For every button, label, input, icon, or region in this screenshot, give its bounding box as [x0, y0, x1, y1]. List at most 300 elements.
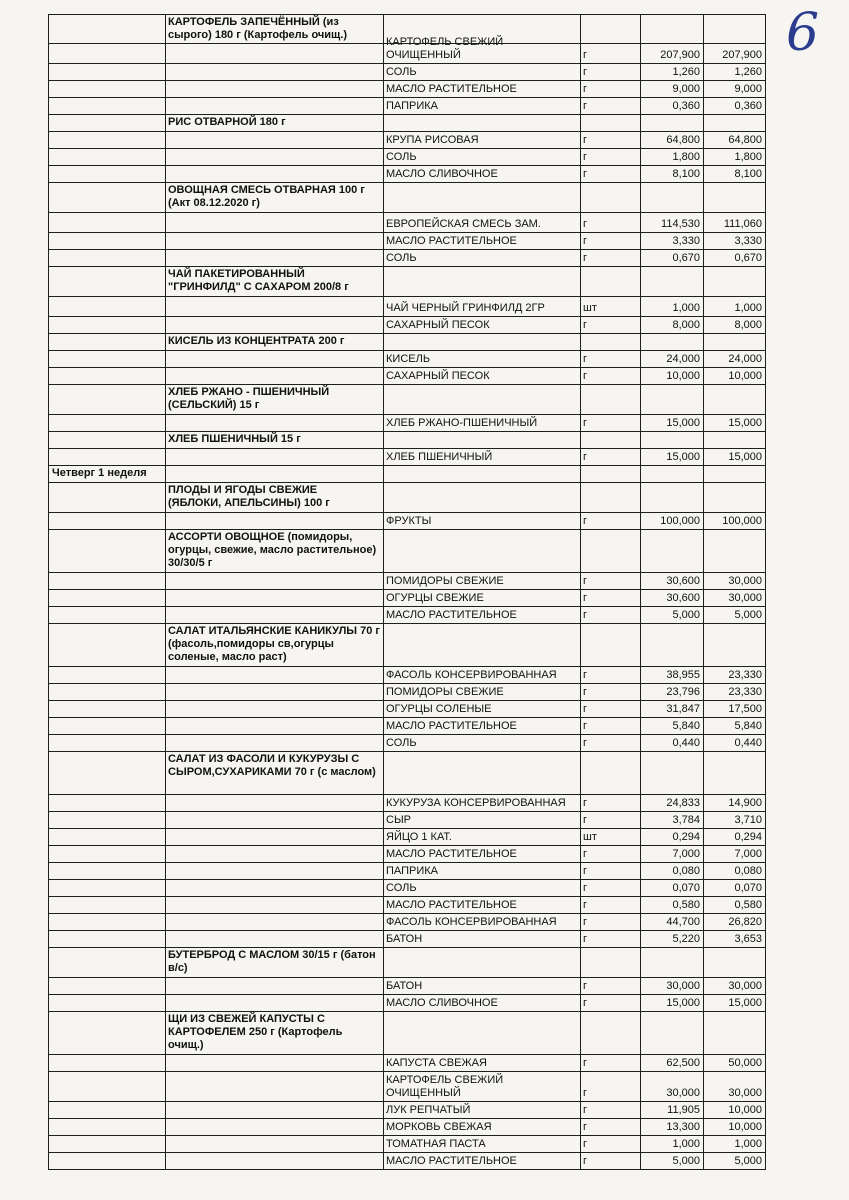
dish-cell: [165, 466, 384, 483]
ingredient-cell: [383, 385, 581, 415]
gross-cell: [640, 14, 704, 44]
unit-value-text: г: [583, 134, 588, 146]
gross-weight-text: 3,784: [672, 814, 700, 826]
unit-value-text: г: [583, 83, 588, 95]
net-weight-text: 5,000: [734, 609, 762, 621]
gross-cell: [640, 530, 704, 573]
ingredient-name-text: ТОМАТНАЯ ПАСТА: [386, 1138, 486, 1150]
gross-weight: [640, 897, 704, 914]
net-weight: [703, 166, 766, 183]
gross-weight: [640, 931, 704, 948]
net-weight-text: 1,000: [734, 302, 762, 314]
ingredient-name-text: СОЛЬ: [386, 882, 417, 894]
net-weight: [703, 863, 766, 880]
unit-value-text: г: [583, 151, 588, 163]
ingredient-name: [383, 513, 581, 530]
gross-weight-text: 13,300: [666, 1121, 700, 1133]
ingredient-name: [383, 995, 581, 1012]
day-cell: [48, 1072, 166, 1102]
dish-cell: [165, 667, 384, 684]
net-weight: [703, 1136, 766, 1153]
dish-cell: [165, 44, 384, 64]
net-cell: [703, 334, 766, 351]
net-weight: [703, 44, 766, 64]
day-cell: [48, 701, 166, 718]
unit-value: [580, 667, 641, 684]
gross-weight: [640, 978, 704, 995]
ingredient-name-text: КАРТОФЕЛЬ СВЕЖИЙ ОЧИЩЕННЫЙ: [386, 36, 504, 61]
ingredient-name: [383, 1055, 581, 1072]
unit-cell: [580, 115, 641, 132]
net-weight: [703, 449, 766, 466]
gross-weight: [640, 513, 704, 530]
day-cell: [48, 795, 166, 812]
unit-value: [580, 914, 641, 931]
dish-name-text: КИСЕЛЬ ИЗ КОНЦЕНТРАТА 200 г: [168, 335, 345, 347]
gross-weight-text: 0,670: [672, 252, 700, 264]
net-cell: [703, 466, 766, 483]
day-cell: [48, 483, 166, 513]
net-weight-text: 1,260: [734, 66, 762, 78]
unit-value-text: г: [583, 933, 588, 945]
net-weight-text: 15,000: [728, 417, 762, 429]
ingredient-name: [383, 863, 581, 880]
unit-cell: [580, 334, 641, 351]
gross-weight-text: 23,796: [666, 686, 700, 698]
net-weight-text: 0,070: [734, 882, 762, 894]
net-weight-text: 10,000: [728, 1104, 762, 1116]
net-weight: [703, 1119, 766, 1136]
gross-weight-text: 64,800: [666, 134, 700, 146]
net-weight-text: 23,330: [728, 669, 762, 681]
day-cell: [48, 530, 166, 573]
unit-value: [580, 1119, 641, 1136]
net-cell: [703, 530, 766, 573]
gross-weight: [640, 1055, 704, 1072]
gross-weight: [640, 317, 704, 334]
gross-weight: [640, 1072, 704, 1102]
ingredient-name-text: ФАСОЛЬ КОНСЕРВИРОВАННАЯ: [386, 669, 557, 681]
unit-value-text: г: [583, 997, 588, 1009]
day-cell: [48, 368, 166, 385]
ingredient-name: [383, 978, 581, 995]
net-cell: [703, 385, 766, 415]
ingredient-cell: [383, 183, 581, 213]
net-weight-text: 15,000: [728, 997, 762, 1009]
gross-weight-text: 8,100: [672, 168, 700, 180]
gross-weight: [640, 166, 704, 183]
gross-weight-text: 38,955: [666, 669, 700, 681]
unit-value-text: г: [583, 797, 588, 809]
gross-weight: [640, 812, 704, 829]
net-weight: [703, 812, 766, 829]
gross-weight-text: 11,905: [667, 1104, 700, 1116]
day-cell: [48, 513, 166, 530]
unit-value: [580, 513, 641, 530]
net-weight: [703, 914, 766, 931]
ingredient-name: [383, 880, 581, 897]
unit-value: [580, 978, 641, 995]
ingredient-name-text: МАСЛО РАСТИТЕЛЬНОЕ: [386, 609, 517, 621]
net-weight: [703, 513, 766, 530]
ingredient-cell: [383, 466, 581, 483]
ingredient-name-text: ПАПРИКА: [386, 865, 439, 877]
dish-name-text: САЛАТ ИЗ ФАСОЛИ И КУКУРУЗЫ С СЫРОМ,СУХАРИКАМИ 70 г (с маслом): [168, 753, 376, 778]
unit-value: [580, 607, 641, 624]
ingredient-name-text: САХАРНЫЙ ПЕСОК: [386, 370, 490, 382]
net-weight: [703, 995, 766, 1012]
dish-cell: [165, 590, 384, 607]
unit-value: [580, 995, 641, 1012]
day-cell: [48, 449, 166, 466]
day-cell: [48, 1136, 166, 1153]
gross-weight-text: 5,220: [672, 933, 700, 945]
gross-weight: [640, 684, 704, 701]
ingredient-name: [383, 812, 581, 829]
gross-weight: [640, 1119, 704, 1136]
ingredient-cell: [383, 334, 581, 351]
unit-value: [580, 250, 641, 267]
gross-weight-text: 8,000: [672, 319, 700, 331]
day-cell: [48, 250, 166, 267]
net-weight-text: 3,710: [734, 814, 762, 826]
gross-weight: [640, 880, 704, 897]
dish-cell: [165, 297, 384, 317]
gross-weight-text: 5,840: [672, 720, 700, 732]
net-cell: [703, 14, 766, 44]
unit-value: [580, 166, 641, 183]
unit-value-text: г: [583, 451, 588, 463]
gross-cell: [640, 334, 704, 351]
day-cell: [48, 752, 166, 795]
dish-cell: [165, 213, 384, 233]
dish-cell: [165, 81, 384, 98]
unit-value: [580, 1072, 641, 1102]
unit-value: [580, 590, 641, 607]
unit-value-text: г: [583, 686, 588, 698]
unit-value-text: г: [583, 980, 588, 992]
dish-cell: [165, 978, 384, 995]
net-weight-text: 30,000: [728, 592, 762, 604]
dish-cell: [165, 1136, 384, 1153]
gross-weight: [640, 213, 704, 233]
net-weight-text: 30,000: [728, 980, 762, 992]
ingredient-name: [383, 98, 581, 115]
dish-cell: [165, 1119, 384, 1136]
unit-value: [580, 829, 641, 846]
day-cell: [48, 995, 166, 1012]
unit-value-text: г: [583, 916, 588, 928]
gross-weight: [640, 297, 704, 317]
net-weight-text: 207,900: [722, 49, 762, 61]
ingredient-name: [383, 735, 581, 752]
net-weight-text: 0,670: [734, 252, 762, 264]
dish-name-text: КАРТОФЕЛЬ ЗАПЕЧЁННЫЙ (из сырого) 180 г (Картофель очищ.): [168, 16, 348, 41]
gross-weight: [640, 415, 704, 432]
net-weight: [703, 829, 766, 846]
net-weight: [703, 149, 766, 166]
net-weight: [703, 64, 766, 81]
gross-weight-text: 30,000: [666, 980, 700, 992]
day-cell: [48, 684, 166, 701]
net-cell: [703, 483, 766, 513]
net-weight-text: 10,000: [728, 1121, 762, 1133]
unit-value: [580, 718, 641, 735]
ingredient-cell: [383, 432, 581, 449]
ingredient-name-text: ЯЙЦО 1 КАТ.: [386, 831, 452, 843]
net-weight-text: 1,800: [734, 151, 762, 163]
ingredient-name-text: ФАСОЛЬ КОНСЕРВИРОВАННАЯ: [386, 916, 557, 928]
net-cell: [703, 948, 766, 978]
ingredient-name-text: КИСЕЛЬ: [386, 353, 431, 365]
ingredient-name: [383, 317, 581, 334]
dish-name-text: ЧАЙ ПАКЕТИРОВАННЫЙ "ГРИНФИЛД" С САХАРОМ 200/8 г: [168, 268, 349, 293]
unit-cell: [580, 752, 641, 795]
ingredient-name-text: МАСЛО РАСТИТЕЛЬНОЕ: [386, 720, 517, 732]
gross-weight: [640, 846, 704, 863]
dish-cell: [165, 1055, 384, 1072]
unit-value-text: г: [583, 592, 588, 604]
gross-weight: [640, 81, 704, 98]
net-weight: [703, 701, 766, 718]
unit-cell: [580, 385, 641, 415]
net-weight: [703, 415, 766, 432]
unit-value: [580, 415, 641, 432]
net-cell: [703, 183, 766, 213]
day-cell: [48, 14, 166, 44]
day-cell: [48, 213, 166, 233]
gross-weight-text: 5,000: [672, 609, 700, 621]
ingredient-name-text: ЧАЙ ЧЕРНЫЙ ГРИНФИЛД 2ГР: [386, 302, 545, 314]
day-cell: [48, 132, 166, 149]
net-weight: [703, 368, 766, 385]
gross-weight-text: 15,000: [666, 451, 700, 463]
day-cell: [48, 98, 166, 115]
net-weight: [703, 233, 766, 250]
gross-cell: [640, 948, 704, 978]
gross-weight: [640, 718, 704, 735]
ingredient-name: [383, 415, 581, 432]
dish-cell: [165, 233, 384, 250]
day-cell: [48, 267, 166, 297]
ingredient-name-text: КАПУСТА СВЕЖАЯ: [386, 1057, 487, 1069]
ingredient-name: [383, 667, 581, 684]
day-cell: [48, 415, 166, 432]
gross-weight-text: 1,000: [672, 1138, 700, 1150]
unit-value-text: г: [583, 370, 588, 382]
gross-weight: [640, 98, 704, 115]
unit-cell: [580, 624, 641, 667]
dish-name: [165, 752, 384, 795]
dish-name: [165, 334, 384, 351]
day-cell: [48, 149, 166, 166]
gross-weight: [640, 449, 704, 466]
day-cell: [48, 718, 166, 735]
net-weight-text: 30,000: [728, 1087, 762, 1099]
dish-cell: [165, 914, 384, 931]
ingredient-name-text: БАТОН: [386, 933, 423, 945]
unit-cell: [580, 267, 641, 297]
ingredient-name-text: ПОМИДОРЫ СВЕЖИЕ: [386, 575, 504, 587]
dish-cell: [165, 795, 384, 812]
unit-value-text: г: [583, 49, 588, 61]
ingredient-name-text: МАСЛО СЛИВОЧНОЕ: [386, 168, 498, 180]
ingredient-name: [383, 132, 581, 149]
unit-value: [580, 1055, 641, 1072]
unit-value: [580, 1102, 641, 1119]
ingredient-cell: [383, 483, 581, 513]
ingredient-name-text: ХЛЕБ РЖАНО-ПШЕНИЧНЫЙ: [386, 417, 538, 429]
gross-cell: [640, 752, 704, 795]
dish-cell: [165, 684, 384, 701]
net-weight: [703, 1153, 766, 1170]
unit-cell: [580, 1012, 641, 1055]
ingredient-name: [383, 1102, 581, 1119]
unit-value-text: г: [583, 1057, 588, 1069]
unit-value: [580, 897, 641, 914]
unit-value: [580, 684, 641, 701]
gross-weight-text: 5,000: [672, 1155, 700, 1167]
dish-name-text: САЛАТ ИТАЛЬЯНСКИЕ КАНИКУЛЫ 70 г (фасоль,помидоры св,огурцы соленые, масло раст): [168, 625, 380, 663]
dish-name-text: РИС ОТВАРНОЙ 180 г: [168, 116, 286, 128]
ingredient-name: [383, 795, 581, 812]
unit-value: [580, 44, 641, 64]
net-weight: [703, 351, 766, 368]
day-cell: [48, 829, 166, 846]
dish-name: [165, 483, 384, 513]
ingredient-name-text: МАСЛО РАСТИТЕЛЬНОЕ: [386, 899, 517, 911]
unit-value: [580, 368, 641, 385]
net-weight-text: 0,580: [734, 899, 762, 911]
unit-value-text: г: [583, 1087, 588, 1099]
ingredient-name: [383, 914, 581, 931]
day-label: [48, 466, 166, 483]
unit-value: [580, 449, 641, 466]
ingredient-name: [383, 213, 581, 233]
dish-name: [165, 267, 384, 297]
ingredient-name: [383, 573, 581, 590]
ingredient-name-text: СОЛЬ: [386, 66, 417, 78]
gross-weight: [640, 44, 704, 64]
unit-value: [580, 297, 641, 317]
gross-weight: [640, 795, 704, 812]
unit-value: [580, 149, 641, 166]
ingredient-name: [383, 81, 581, 98]
day-cell: [48, 297, 166, 317]
net-weight: [703, 1055, 766, 1072]
gross-cell: [640, 267, 704, 297]
dish-name: [165, 530, 384, 573]
day-cell: [48, 863, 166, 880]
ingredient-name-text: КАРТОФЕЛЬ СВЕЖИЙ ОЧИЩЕННЫЙ: [386, 1074, 504, 1099]
ingredient-name: [383, 701, 581, 718]
unit-value-text: г: [583, 353, 588, 365]
gross-cell: [640, 1012, 704, 1055]
day-cell: [48, 233, 166, 250]
unit-value: [580, 64, 641, 81]
unit-cell: [580, 183, 641, 213]
net-weight: [703, 667, 766, 684]
gross-weight: [640, 149, 704, 166]
net-weight-text: 0,080: [734, 865, 762, 877]
net-cell: [703, 624, 766, 667]
unit-value-text: г: [583, 66, 588, 78]
ingredient-name-text: САХАРНЫЙ ПЕСОК: [386, 319, 490, 331]
dish-cell: [165, 1072, 384, 1102]
net-weight-text: 8,100: [734, 168, 762, 180]
net-weight: [703, 684, 766, 701]
gross-weight-text: 207,900: [660, 49, 700, 61]
ingredient-cell: [383, 115, 581, 132]
gross-weight-text: 30,600: [666, 592, 700, 604]
net-cell: [703, 267, 766, 297]
net-weight: [703, 317, 766, 334]
unit-cell: [580, 483, 641, 513]
ingredient-name: [383, 64, 581, 81]
net-weight: [703, 213, 766, 233]
ingredient-name: [383, 607, 581, 624]
gross-weight: [640, 995, 704, 1012]
dish-cell: [165, 166, 384, 183]
unit-value: [580, 1153, 641, 1170]
ingredient-cell: [383, 948, 581, 978]
gross-weight: [640, 233, 704, 250]
ingredient-name-text: МАСЛО РАСТИТЕЛЬНОЕ: [386, 235, 517, 247]
dish-cell: [165, 931, 384, 948]
unit-cell: [580, 948, 641, 978]
unit-value-text: г: [583, 1138, 588, 1150]
gross-weight: [640, 132, 704, 149]
gross-weight-text: 100,000: [660, 515, 700, 527]
ingredient-name: [383, 149, 581, 166]
ingredient-name: [383, 931, 581, 948]
unit-value-text: г: [583, 1155, 588, 1167]
dish-cell: [165, 880, 384, 897]
dish-name: [165, 14, 384, 44]
day-cell: [48, 1153, 166, 1170]
gross-weight-text: 30,000: [666, 1087, 700, 1099]
day-cell: [48, 897, 166, 914]
gross-weight: [640, 64, 704, 81]
net-weight: [703, 81, 766, 98]
net-weight: [703, 1102, 766, 1119]
net-weight-text: 0,294: [734, 831, 762, 843]
net-weight-text: 14,900: [728, 797, 762, 809]
ingredient-name-text: МОРКОВЬ СВЕЖАЯ: [386, 1121, 492, 1133]
net-weight-text: 7,000: [734, 848, 762, 860]
gross-weight-text: 1,000: [672, 302, 700, 314]
unit-value-text: г: [583, 848, 588, 860]
gross-weight-text: 0,580: [672, 899, 700, 911]
dish-name: [165, 385, 384, 415]
dish-cell: [165, 250, 384, 267]
dish-name: [165, 115, 384, 132]
dish-name-text: АССОРТИ ОВОЩНОЕ (помидоры, огурцы, свежие, масло растительное) 30/30/5 г: [168, 531, 377, 569]
ingredient-name: [383, 36, 581, 64]
unit-cell: [580, 14, 641, 44]
unit-value: [580, 213, 641, 233]
unit-value-text: г: [583, 703, 588, 715]
dish-cell: [165, 351, 384, 368]
ingredient-name-text: СОЛЬ: [386, 737, 417, 749]
gross-weight: [640, 590, 704, 607]
gross-weight: [640, 607, 704, 624]
dish-cell: [165, 132, 384, 149]
dish-cell: [165, 513, 384, 530]
net-cell: [703, 1012, 766, 1055]
day-cell: [48, 115, 166, 132]
unit-value-text: г: [583, 720, 588, 732]
